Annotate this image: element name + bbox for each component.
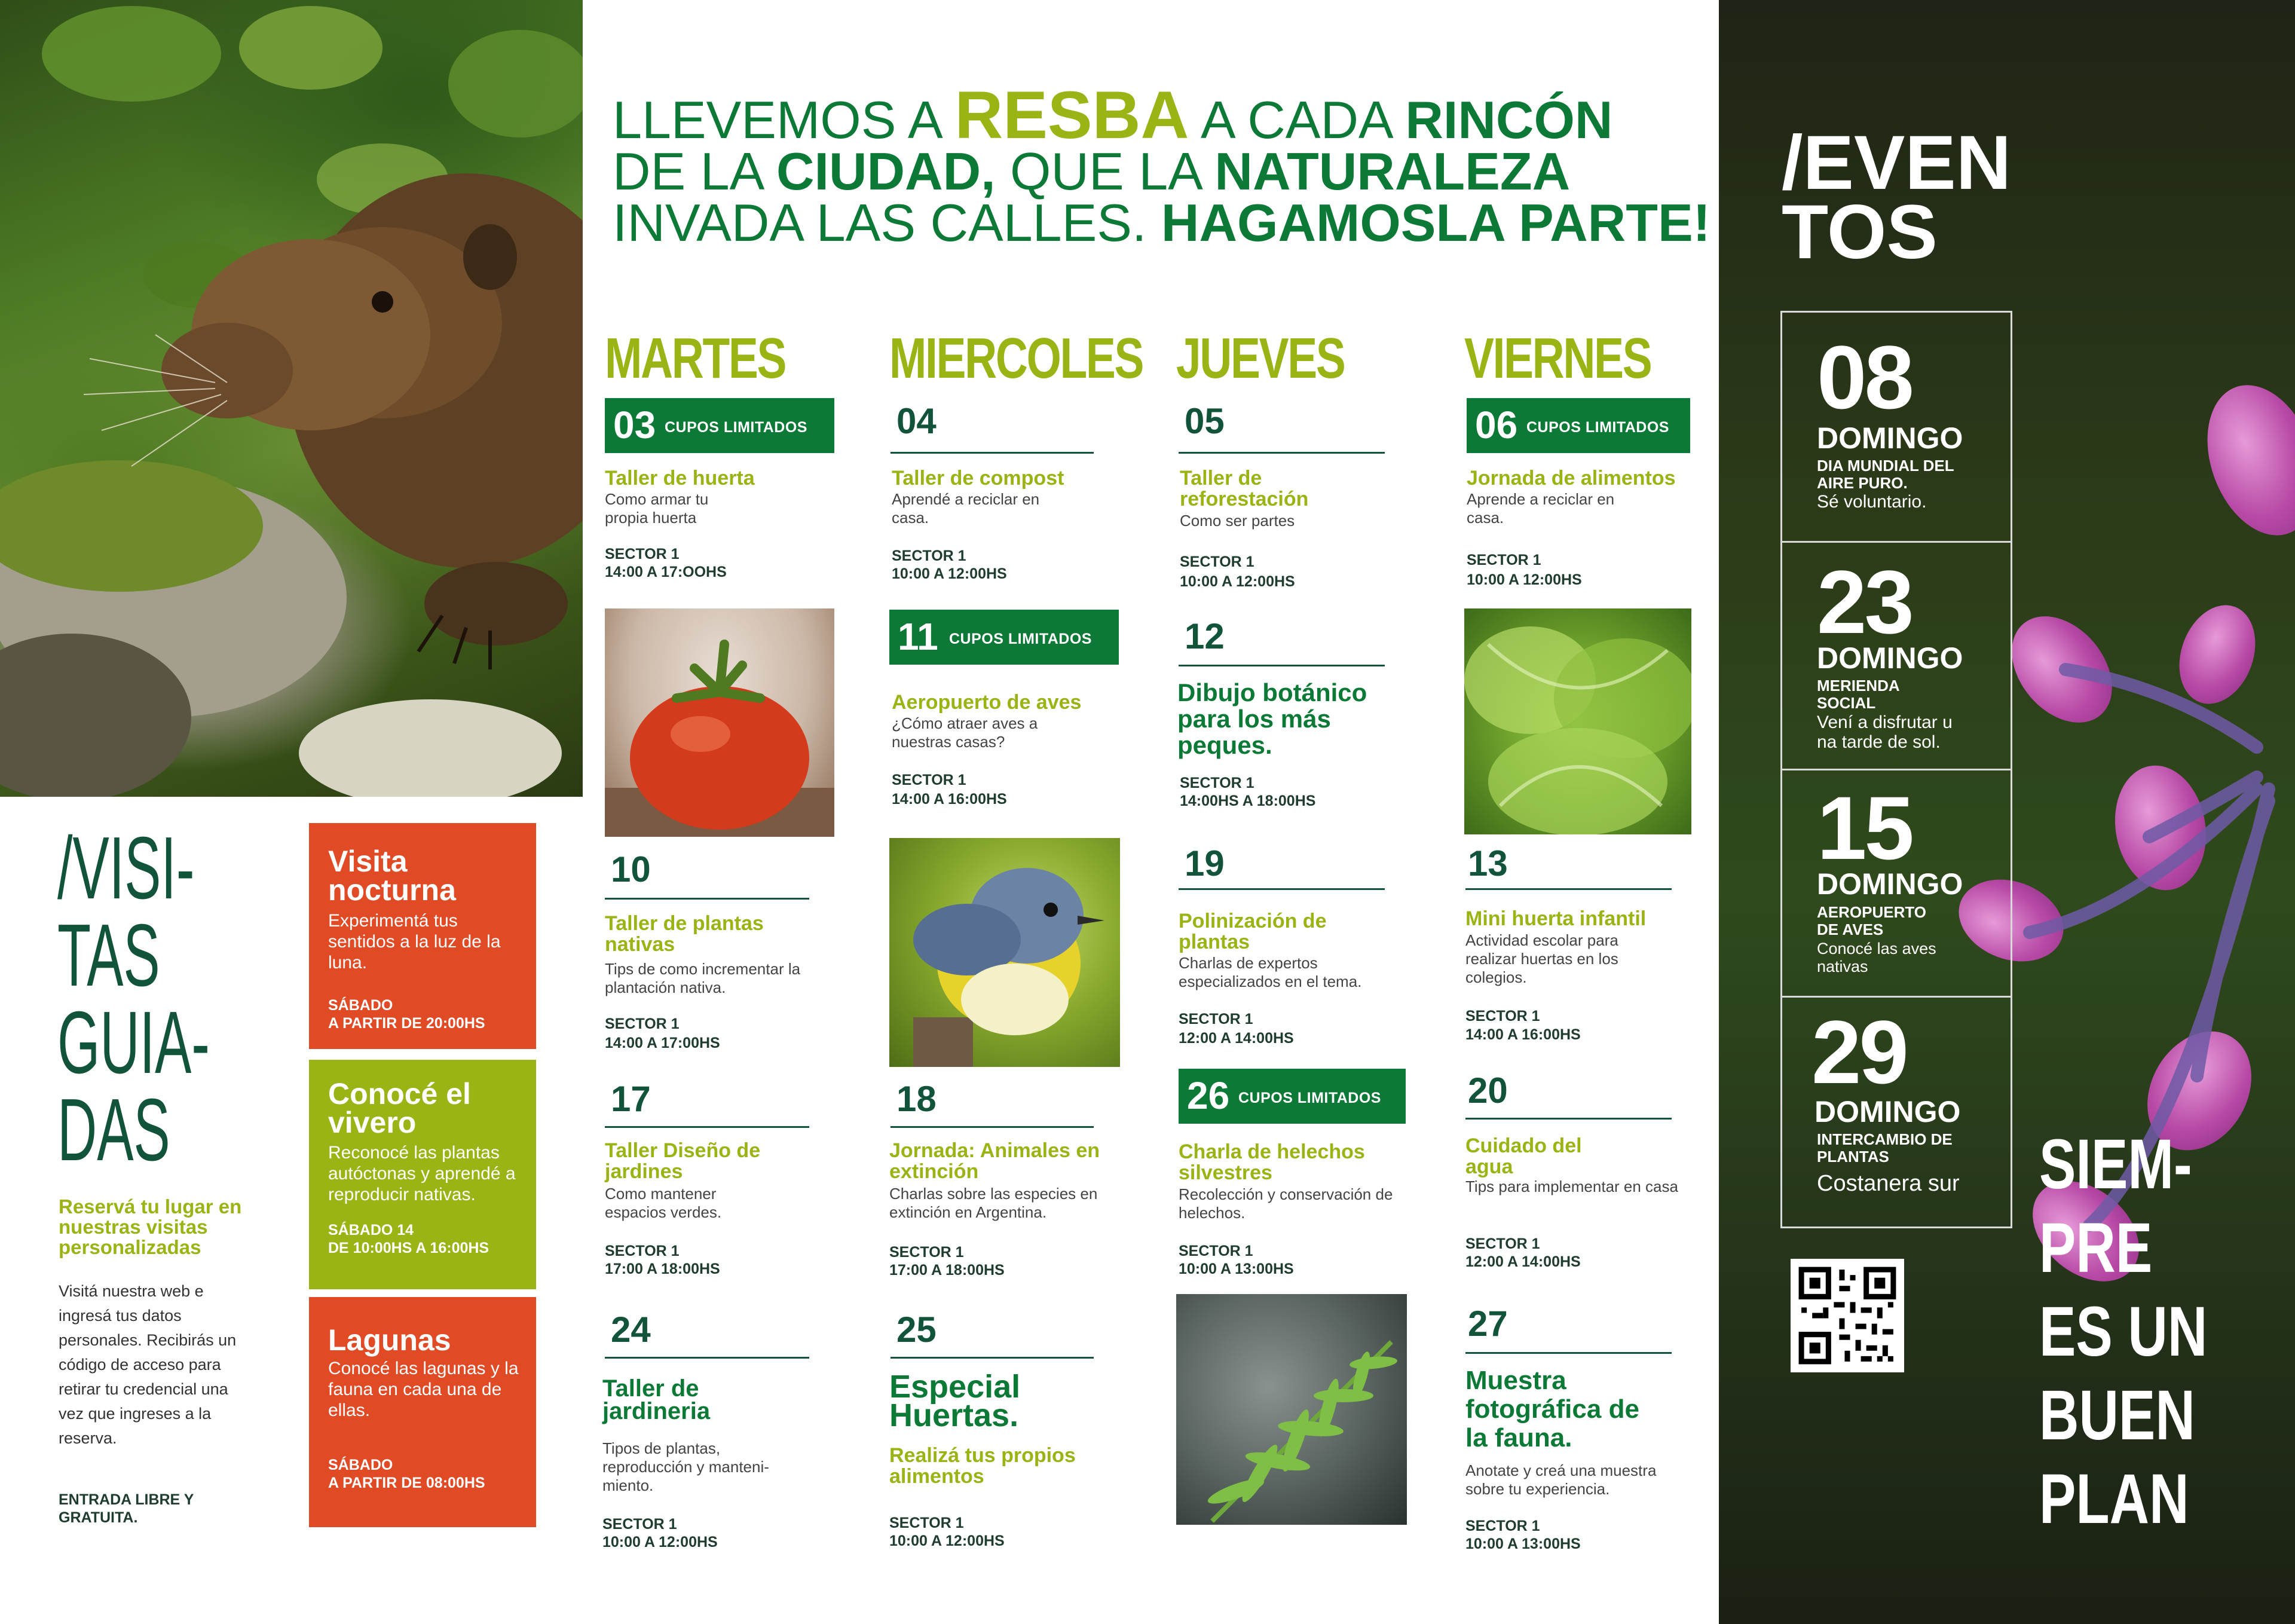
event-sector-05: SECTOR 1 <box>1180 553 1254 570</box>
event-time-04: 10:00 A 12:00HS <box>892 565 1007 582</box>
divider <box>1780 769 2011 770</box>
event-title-18: Jornada: Animales en extinción <box>889 1139 1100 1183</box>
divider <box>1780 996 2011 998</box>
day-header-miercoles: MIERCOLES <box>889 326 1143 390</box>
lettuce-illustration <box>1464 608 1691 834</box>
event-sector-27: SECTOR 1 <box>1465 1518 1540 1534</box>
day-number-04: 04 <box>896 401 937 441</box>
event-title-03: Taller de huerta <box>605 467 755 490</box>
event-title-19: Polinización de plantas <box>1179 910 1327 953</box>
event-desc-10: Tips de como incrementar la plantación nativa. <box>605 960 801 996</box>
nutria-illustration <box>0 0 583 797</box>
event-sector-13: SECTOR 1 <box>1465 1008 1540 1024</box>
event-title-04: Taller de compost <box>892 467 1064 490</box>
day-header-jueves: JUEVES <box>1176 326 1345 390</box>
event-time-05: 10:00 A 12:00HS <box>1180 573 1295 590</box>
day-number-24: 24 <box>611 1310 651 1350</box>
event-sector-04: SECTOR 1 <box>892 548 966 564</box>
event-desc-03: Como armar tu propia huerta <box>605 490 709 527</box>
event-sector-19: SECTOR 1 <box>1179 1011 1253 1027</box>
event-subtitle-25: Realizá tus propios alimentos <box>889 1444 1076 1488</box>
event-desc-18: Charlas sobre las especies en extinción en Argentina. <box>889 1185 1098 1221</box>
evento-day: DOMINGO <box>1817 421 1963 455</box>
event-title-26: Charla de helechos silvestres <box>1179 1140 1365 1184</box>
event-sector-06: SECTOR 1 <box>1467 552 1541 568</box>
divider <box>605 898 809 900</box>
event-desc-20: Tips para implementar en casa <box>1465 1178 1678 1195</box>
divider <box>1465 1352 1672 1354</box>
event-title-13: Mini huerta infantil <box>1465 907 1647 930</box>
evento-day: DOMINGO <box>1817 867 1963 901</box>
day-number-17: 17 <box>611 1079 651 1119</box>
event-desc-24: Tipos de plantas, reproducción y manteni-miento. <box>602 1439 769 1494</box>
event-time-19: 12:00 A 14:00HS <box>1179 1030 1294 1047</box>
evento-sub: DIA MUNDIAL DEL AIRE PURO. <box>1817 457 1954 492</box>
divider <box>1780 541 2011 543</box>
event-time-17: 17:00 A 18:00HS <box>605 1261 720 1277</box>
eventos-panel <box>1719 0 2295 1624</box>
event-sector-03: SECTOR 1 <box>605 546 680 562</box>
event-time-24: 10:00 A 12:00HS <box>602 1534 718 1550</box>
event-sector-24: SECTOR 1 <box>602 1516 677 1533</box>
evento-desc: Costanera sur <box>1817 1171 1960 1196</box>
day-number-25: 25 <box>896 1310 937 1350</box>
divider <box>605 1357 809 1359</box>
event-time-27: 10:00 A 13:00HS <box>1465 1536 1581 1552</box>
divider <box>891 452 1094 454</box>
visitas-subtitle: Reservá tu lugar en nuestras visitas personalizadas <box>59 1195 242 1258</box>
evento-desc: Conocé las aves nativas <box>1817 940 1936 975</box>
headline-line-1: LLEVEMOS A RESBA A CADA RINCÓN <box>613 78 1613 152</box>
event-desc-27: Anotate y creá una muestra sobre tu experiencia. <box>1465 1461 1657 1498</box>
evento-number-29: 29 <box>1811 1002 1907 1102</box>
event-title-12: Dibujo botánico para los más peques. <box>1177 678 1367 759</box>
event-desc-04: Aprendé a reciclar en casa. <box>892 490 1040 527</box>
event-title-27: Muestra fotográfica de la fauna. <box>1465 1366 1639 1452</box>
event-desc-19: Charlas de expertos especializados en el tema. <box>1179 954 1362 990</box>
bird-illustration <box>889 838 1120 1067</box>
event-title-10: Taller de plantas nativas <box>605 912 764 956</box>
event-time-20: 12:00 A 14:00HS <box>1465 1253 1581 1270</box>
day-number-05: 05 <box>1185 401 1225 441</box>
visitas-body: Visitá nuestra web e ingresá tus datos personales. Recibirás un código de acceso para retirar tu credencial una vez que ingreses a la reserva. <box>59 1282 237 1447</box>
evento-day: DOMINGO <box>1817 641 1963 675</box>
event-time-03: 14:00 A 17:OOHS <box>605 564 727 580</box>
day-number-13: 13 <box>1468 843 1508 883</box>
event-sector-12: SECTOR 1 <box>1180 775 1254 791</box>
day-header-viernes: VIERNES <box>1464 326 1651 390</box>
tomato-photo <box>605 608 834 837</box>
cupos-bar-11: 11 CUPOS LIMITADOS <box>889 610 1119 665</box>
eventos-title: /EVEN TOS <box>1782 120 2012 275</box>
cupos-bar-03: 03 CUPOS LIMITADOS <box>605 398 834 453</box>
evento-desc: Sé voluntario. <box>1817 492 1927 512</box>
qr-code-icon <box>1791 1259 1904 1372</box>
headline <box>613 78 1710 252</box>
fern-illustration <box>1176 1294 1407 1525</box>
day-number-20: 20 <box>1468 1071 1508 1111</box>
cupos-bar-26: 26 CUPOS LIMITADOS <box>1179 1069 1406 1124</box>
day-number-10: 10 <box>611 849 651 889</box>
event-sector-10: SECTOR 1 <box>605 1016 680 1032</box>
event-time-10: 14:00 A 17:00HS <box>605 1035 720 1051</box>
day-number-27: 27 <box>1468 1304 1508 1344</box>
event-title-05: Taller de reforestación <box>1180 467 1309 510</box>
evento-sub: INTERCAMBIO DE PLANTAS <box>1817 1130 1953 1166</box>
event-desc-26: Recolección y conservación de helechos. <box>1179 1185 1393 1222</box>
divider <box>1179 888 1385 890</box>
visitas-title: /VISI- TAS GUIA- DAS <box>57 819 210 1179</box>
event-sector-25: SECTOR 1 <box>889 1515 964 1531</box>
event-title-24: Taller de jardineria <box>602 1375 711 1424</box>
event-title-25: Especial Huertas. <box>889 1369 1021 1433</box>
visita-card-vivero[interactable]: Conocé el vivero Reconocé las plantas autóctonas y aprendé a reproducir nativas. SÁBADO 14 DE 10:00HS A 16:00HS <box>309 1060 536 1289</box>
event-time-18: 17:00 A 18:00HS <box>889 1262 1005 1279</box>
divider <box>605 1126 809 1128</box>
divider <box>891 1126 1094 1128</box>
event-desc-11: ¿Cómo atraer aves a nuestras casas? <box>892 714 1038 751</box>
visitas-footer: ENTRADA LIBRE Y GRATUITA. <box>59 1491 194 1526</box>
evento-sub: AEROPUERTO DE AVES <box>1817 903 1926 938</box>
event-title-11: Aeropuerto de aves <box>892 691 1082 714</box>
event-title-17: Taller Diseño de jardines <box>605 1139 761 1183</box>
day-number-18: 18 <box>896 1079 937 1119</box>
event-time-12: 14:00HS A 18:00HS <box>1180 793 1316 809</box>
event-sector-11: SECTOR 1 <box>892 772 966 788</box>
event-desc-06: Aprende a reciclar en casa. <box>1467 490 1615 527</box>
event-desc-05: Como ser partes <box>1180 512 1295 530</box>
fern-photo <box>1176 1294 1407 1525</box>
visita-card-lagunas[interactable]: Lagunas Conocé las lagunas y la fauna en cada una de ellas. SÁBADO A PARTIR DE 08:00HS <box>309 1297 536 1527</box>
event-sector-17: SECTOR 1 <box>605 1243 680 1259</box>
evento-day: DOMINGO <box>1814 1095 1961 1128</box>
evento-sub: MERIENDA SOCIAL <box>1817 677 1899 712</box>
event-title-06: Jornada de alimentos <box>1467 467 1676 490</box>
cupos-bar-06: 06 CUPOS LIMITADOS <box>1467 398 1690 453</box>
divider <box>1179 665 1385 666</box>
divider <box>891 1357 1094 1359</box>
divider <box>1465 888 1672 890</box>
event-time-13: 14:00 A 16:00HS <box>1465 1026 1581 1043</box>
headline-line-3: INVADA LAS CALLES. HAGAMOSLA PARTE! <box>613 193 1710 252</box>
event-sector-20: SECTOR 1 <box>1465 1235 1540 1252</box>
day-number-12: 12 <box>1185 616 1225 656</box>
nutria-photo <box>0 0 583 797</box>
bird-photo <box>889 838 1120 1067</box>
divider <box>1465 1118 1672 1120</box>
headline-line-2: DE LA CIUDAD, QUE LA NATURALEZA <box>613 142 1571 201</box>
event-time-26: 10:00 A 13:00HS <box>1179 1261 1294 1277</box>
visita-card-nocturna[interactable]: Visita nocturna Experimentá tus sentidos a la luz de la luna. SÁBADO A PARTIR DE 20:00HS <box>309 823 536 1049</box>
evento-desc: Vení a disfrutar u na tarde de sol. <box>1817 712 1953 752</box>
tomato-illustration <box>605 608 834 837</box>
slogan: SIEM- PRE ES UN BUEN PLAN <box>2039 1125 2208 1539</box>
day-header-martes: MARTES <box>605 326 786 390</box>
evento-number-08: 08 <box>1817 327 1912 427</box>
event-time-25: 10:00 A 12:00HS <box>889 1533 1005 1549</box>
day-number-19: 19 <box>1185 843 1225 883</box>
event-desc-13: Actividad escolar para realizar huertas en los colegios. <box>1465 931 1618 986</box>
event-sector-26: SECTOR 1 <box>1179 1243 1253 1259</box>
event-title-20: Cuidado del agua <box>1465 1134 1582 1178</box>
event-sector-18: SECTOR 1 <box>889 1244 964 1261</box>
event-time-06: 10:00 A 12:00HS <box>1467 571 1582 588</box>
qr-code[interactable] <box>1791 1259 1904 1372</box>
evento-number-23: 23 <box>1817 552 1912 652</box>
evento-number-15: 15 <box>1817 778 1912 878</box>
lettuce-photo <box>1464 608 1691 834</box>
event-time-11: 14:00 A 16:00HS <box>892 791 1007 808</box>
event-desc-17: Como mantener espacios verdes. <box>605 1185 722 1221</box>
divider <box>1179 452 1385 454</box>
